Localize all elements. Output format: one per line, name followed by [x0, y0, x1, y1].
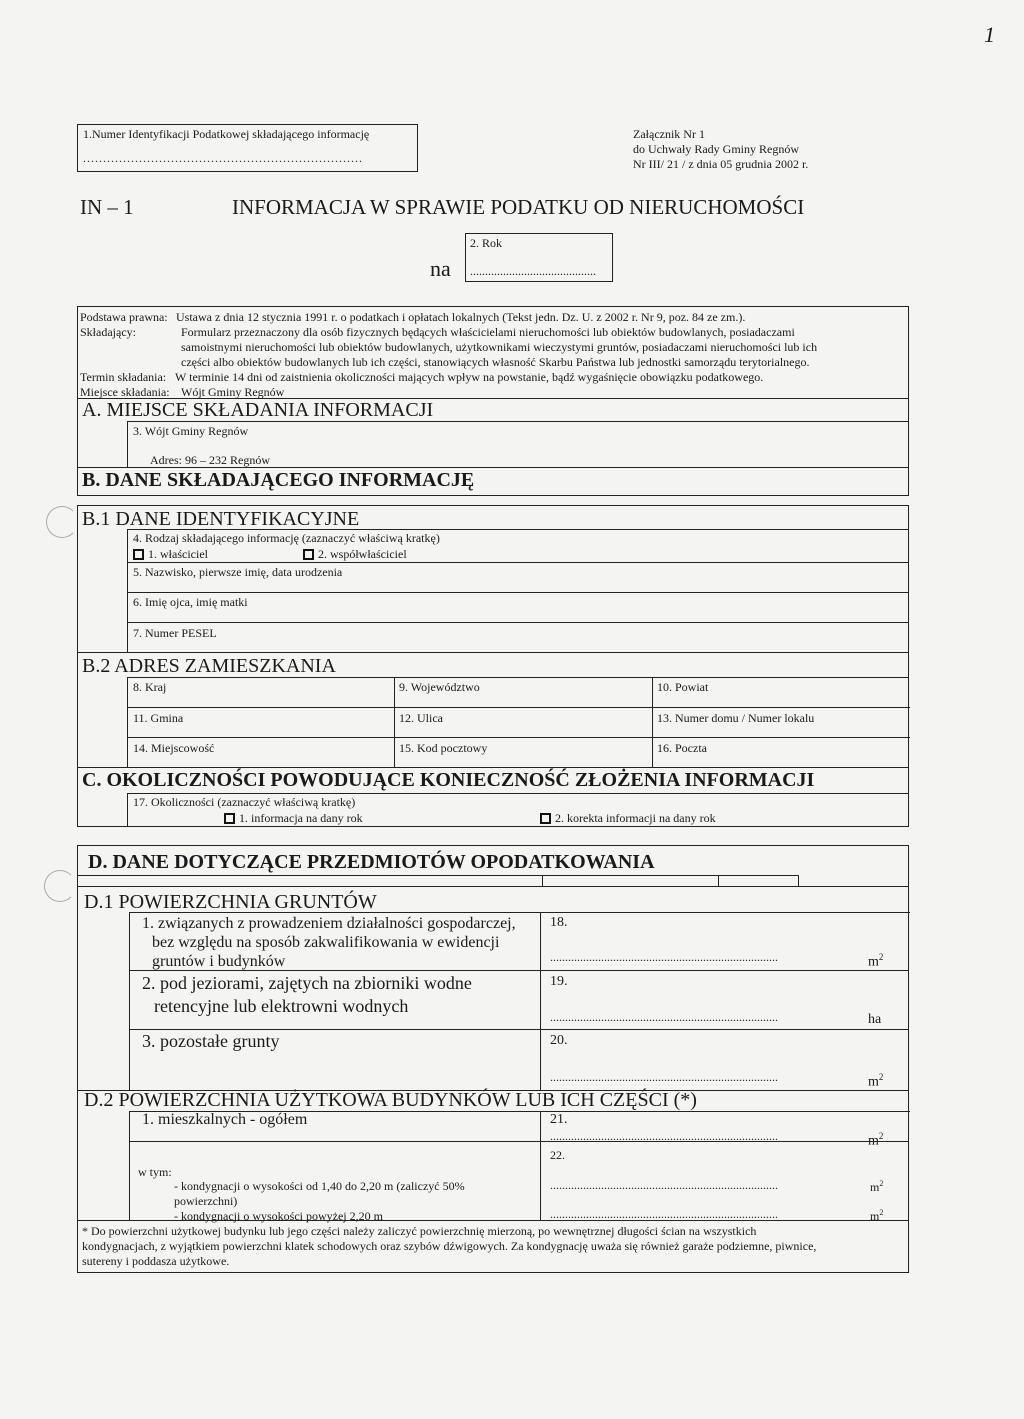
filer-label: Składający: — [80, 325, 136, 339]
option-owner[interactable] — [133, 547, 208, 562]
field-3-box — [127, 421, 909, 468]
punch-hole-upper — [46, 506, 78, 538]
field-21-label: 21. — [550, 1112, 568, 1127]
section-b — [77, 468, 909, 496]
field-7-label: 7. Numer PESEL — [133, 626, 217, 640]
field-22b-unit: $m^2$ — [870, 1208, 884, 1223]
filer-line-1: Formularz przeznaczony dla osób fizycznych będących właścicielami nieruchomości lub obiektów budowlanych, posiadaczami — [181, 325, 795, 339]
field-22a-unit: $m^2$ — [870, 1179, 884, 1194]
field-18-label: 18. — [550, 915, 568, 930]
nip-dots: ...................................................................... — [83, 151, 363, 165]
field-21-unit: $m^2$ — [868, 1131, 884, 1149]
field-8-label[interactable]: 8. Kraj — [133, 680, 167, 694]
option-co-owner-label: 2. współwłaściciel — [318, 547, 407, 561]
field-5-box[interactable] — [127, 563, 909, 593]
d1-item-2-line-2: retencyjne lub elektrowni wodnych — [154, 996, 409, 1016]
co-owner-checkbox[interactable] — [303, 549, 314, 560]
field-19-dots[interactable]: ............................................................................ — [550, 1010, 778, 1024]
form-title: INFORMACJA W SPRAWIE PODATKU OD NIERUCHOMOŚCI — [232, 195, 805, 219]
footnote — [82, 1224, 816, 1269]
field-4-box — [127, 529, 909, 563]
field-6-label: 6. Imię ojca, imię matki — [133, 595, 248, 609]
section-b-title: B. DANE SKŁADAJĄCEGO INFORMACJĘ — [82, 469, 475, 491]
d2-sub-1 — [174, 1179, 465, 1209]
d2-item-1: 1. mieszkalnych - ogółem — [142, 1111, 308, 1128]
year-label: 2. Rok — [470, 236, 503, 250]
nip-box[interactable] — [77, 124, 418, 172]
d2-sub-2: - kondygnacji o wysokości powyżej 2,20 m — [174, 1209, 383, 1223]
place-text: Wójt Gminy Regnów — [181, 385, 285, 399]
field-13-label[interactable]: 13. Numer domu / Numer lokalu — [657, 711, 815, 725]
field-14-label[interactable]: 14. Miejscowość — [133, 741, 215, 755]
d1-item-1 — [142, 914, 516, 971]
field-5-label: 5. Nazwisko, pierwsze imię, data urodzenia — [133, 565, 343, 579]
d1-item-1-line-3: gruntów i budynków — [152, 953, 286, 970]
field-3-label: 3. Wójt Gminy Regnów — [133, 424, 249, 438]
deadline-text: W terminie 14 dni od zaistnienia okoliczności mających wpływ na powstanie, bądź wygaśnięcie obowiązku podatkowego. — [175, 370, 764, 384]
field-19-unit: ha — [868, 1012, 882, 1027]
option-correction[interactable] — [540, 811, 716, 826]
field-16-label[interactable]: 16. Poczta — [657, 741, 707, 755]
field-4-label: 4. Rodzaj składającego informację (zaznaczyć właściwą kratkę) — [133, 531, 440, 545]
deadline-label: Termin składania: — [80, 370, 167, 384]
field-17-label: 17. Okoliczności (zaznaczyć właściwą kratkę) — [133, 795, 356, 809]
option-co-owner[interactable] — [303, 547, 407, 562]
legal-basis-label: Podstawa prawna: — [80, 310, 168, 324]
year-dots: .......................................... — [470, 264, 596, 278]
section-d — [77, 845, 909, 887]
form-code: IN – 1 — [80, 195, 134, 219]
section-d2-title: D.2 POWIERZCHNIA UŻYTKOWA BUDYNKÓW LUB ICH CZĘŚCI (*) — [84, 1089, 697, 1111]
year-prefix: na — [430, 256, 451, 281]
option-annual-info[interactable] — [224, 811, 363, 826]
section-d-title: D. DANE DOTYCZĄCE PRZEDMIOTÓW OPODATKOWANIA — [88, 851, 655, 873]
field-20-label: 20. — [550, 1033, 568, 1048]
d2-w-tym: w tym: — [138, 1165, 172, 1179]
filer-line-2: samoistnymi nieruchomości lub obiektów budowlanych, użytkownikami wieczystymi gruntów, posiadaczami nieruchomości lub ich — [181, 340, 818, 354]
office-address: Adres: 96 – 232 Regnów — [150, 453, 270, 467]
field-18-unit: $m^2$ — [868, 952, 884, 970]
field-12-label[interactable]: 12. Ulica — [399, 711, 443, 725]
field-22b-dots[interactable]: ............................................................................ — [550, 1207, 778, 1221]
place-label: Miejsce składania: — [80, 385, 170, 399]
field-22a-dots[interactable]: ............................................................................ — [550, 1178, 778, 1192]
field-11-label[interactable]: 11. Gmina — [133, 711, 184, 725]
field-9-label[interactable]: 9. Województwo — [399, 680, 480, 694]
punch-hole-lower — [44, 870, 76, 902]
attachment-note — [633, 127, 808, 172]
annual-info-checkbox[interactable] — [224, 813, 235, 824]
footnote-line-1: * Do powierzchni użytkowej budynku lub jego części należy zaliczyć powierzchnię mierzoną, po wewnętrznej długości ścian na wszystkich — [82, 1224, 757, 1238]
attachment-line-1: Załącznik Nr 1 — [633, 127, 705, 141]
option-owner-label: 1. właściciel — [148, 547, 208, 561]
nip-label: 1.Numer Identyfikacji Podatkowej składającego informację — [83, 127, 370, 141]
filer-line-3: części albo obiektów budowlanych lub ich części, stanowiących własność Skarbu Państwa lub jednostki samorządu terytorialnego. — [181, 355, 810, 369]
d2-sub-1-line-1: - kondygnacji o wysokości od 1,40 do 2,20 m (zaliczyć 50% — [174, 1179, 465, 1193]
footnote-box — [77, 1221, 909, 1273]
d1-item-3: 3. pozostałe grunty — [142, 1031, 280, 1051]
field-6-box[interactable] — [127, 593, 909, 623]
option-correction-label: 2. korekta informacji na dany rok — [555, 811, 716, 825]
d1-item-2-line-1: 2. pod jeziorami, zajętych na zbiorniki wodne — [142, 973, 472, 993]
attachment-line-2: do Uchwały Rady Gminy Regnów — [633, 142, 799, 156]
d1-item-2 — [142, 972, 472, 1018]
address-grid — [127, 677, 909, 768]
d1-items — [129, 912, 541, 1090]
d1-values — [540, 912, 909, 1090]
d2-items — [129, 1111, 541, 1221]
footnote-line-2: kondygnacjach, z wyjątkiem powierzchni klatek schodowych oraz szybów dźwigowych. Za kondygnację uważa się również garaże podziemne, piwnice, — [82, 1239, 817, 1253]
attachment-line-3: Nr III/ 21 / z dnia 05 grudnia 2002 r. — [633, 157, 809, 171]
field-19-label: 19. — [550, 974, 568, 989]
page-number-mark: 1 — [984, 22, 995, 47]
field-7-box[interactable] — [127, 623, 909, 653]
section-c-title: C. OKOLICZNOŚCI POWODUJĄCE KONIECZNOŚĆ ZŁOŻENIA INFORMACJI — [82, 769, 815, 791]
section-b2-title: B.2 ADRES ZAMIESZKANIA — [82, 655, 336, 677]
option-annual-info-label: 1. informacja na dany rok — [239, 811, 363, 825]
footnote-line-3: sutereny i poddasza użytkowe. — [82, 1254, 230, 1268]
owner-checkbox[interactable] — [133, 549, 144, 560]
field-22-label: 22. — [550, 1148, 565, 1162]
field-20-dots[interactable]: ............................................................................ — [550, 1070, 778, 1084]
field-18-dots[interactable]: ............................................................................ — [550, 950, 778, 964]
legal-basis-block — [77, 306, 909, 398]
field-10-label[interactable]: 10. Powiat — [657, 680, 709, 694]
correction-checkbox[interactable] — [540, 813, 551, 824]
section-d1-title: D.1 POWIERZCHNIA GRUNTÓW — [84, 891, 377, 913]
field-15-label[interactable]: 15. Kod pocztowy — [399, 741, 488, 755]
year-box[interactable] — [465, 233, 613, 282]
section-b1-title: B.1 DANE IDENTYFIKACYJNE — [82, 508, 360, 530]
legal-basis-text: Ustawa z dnia 12 stycznia 1991 r. o podatkach i opłatach lokalnych (Tekst jedn. Dz. U. z 2002 r. Nr 9, poz. 84 ze zm.). — [176, 310, 746, 324]
section-a-title: A. MIEJSCE SKŁADANIA INFORMACJI — [82, 399, 434, 421]
d2-sub-1-line-2: powierzchni) — [174, 1194, 238, 1208]
d2-values — [540, 1111, 909, 1221]
field-21-dots[interactable]: ............................................................................ — [550, 1129, 778, 1143]
d1-item-1-line-2: bez względu na sposób zakwalifikowania w ewidencji — [152, 934, 500, 951]
field-17-box — [127, 793, 909, 827]
d1-item-1-line-1: 1. związanych z prowadzeniem działalności gospodarczej, — [142, 915, 516, 932]
field-20-unit: $m^2$ — [868, 1072, 884, 1090]
